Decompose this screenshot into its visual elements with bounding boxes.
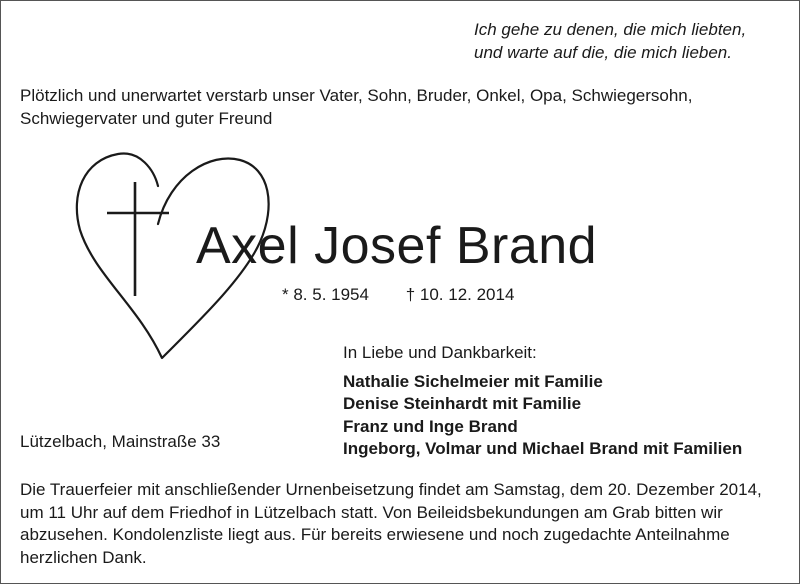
mourner-family: Nathalie Sichelmeier mit Familie bbox=[343, 371, 603, 391]
mourner-family: Ingeborg, Volmar und Michael Brand mit Familien bbox=[343, 439, 743, 458]
intro-line: Schwiegervater und guter Freund bbox=[20, 109, 273, 128]
mourners-lead: In Liebe und Dankbarkeit: bbox=[343, 343, 537, 362]
deceased-name: Axel Josef Brand bbox=[196, 217, 598, 275]
notice-line: um 11 Uhr auf dem Friedhof in Lützelbach statt. Von Beileidsbekundungen am Grab bitten wir bbox=[20, 502, 723, 522]
intro-line: Plötzlich und unerwartet verstarb unser Vater, Sohn, Bruder, Onkel, Opa, Schwiegersohn, bbox=[20, 86, 693, 105]
life-dates bbox=[282, 284, 514, 306]
quote-line: und warte auf die, die mich lieben. bbox=[474, 43, 732, 62]
notice-line: abzusehen. Kondolenzliste liegt aus. Für bereits erwiesene und noch zugedachte Anteilnahme bbox=[20, 525, 730, 544]
intro-text bbox=[20, 84, 780, 130]
epitaph-quote bbox=[356, 18, 776, 64]
mourner-family: Denise Steinhardt mit Familie bbox=[343, 394, 582, 413]
funeral-notice bbox=[20, 479, 790, 569]
family-address: Lützelbach, Mainstraße 33 bbox=[20, 432, 221, 451]
mourner-family: Franz und Inge Brand bbox=[343, 416, 518, 436]
quote-line: Ich gehe zu denen, die mich liebten, bbox=[474, 20, 747, 39]
death-date: † 10. 12. 2014 bbox=[405, 285, 515, 304]
mourners-block bbox=[343, 342, 742, 461]
notice-line: herzlichen Dank. bbox=[20, 547, 147, 567]
birth-date: * 8. 5. 1954 bbox=[282, 285, 369, 304]
notice-line: Die Trauerfeier mit anschließender Urnenbeisetzung findet am Samstag, dem 20. Dezember 2014, bbox=[20, 480, 762, 499]
